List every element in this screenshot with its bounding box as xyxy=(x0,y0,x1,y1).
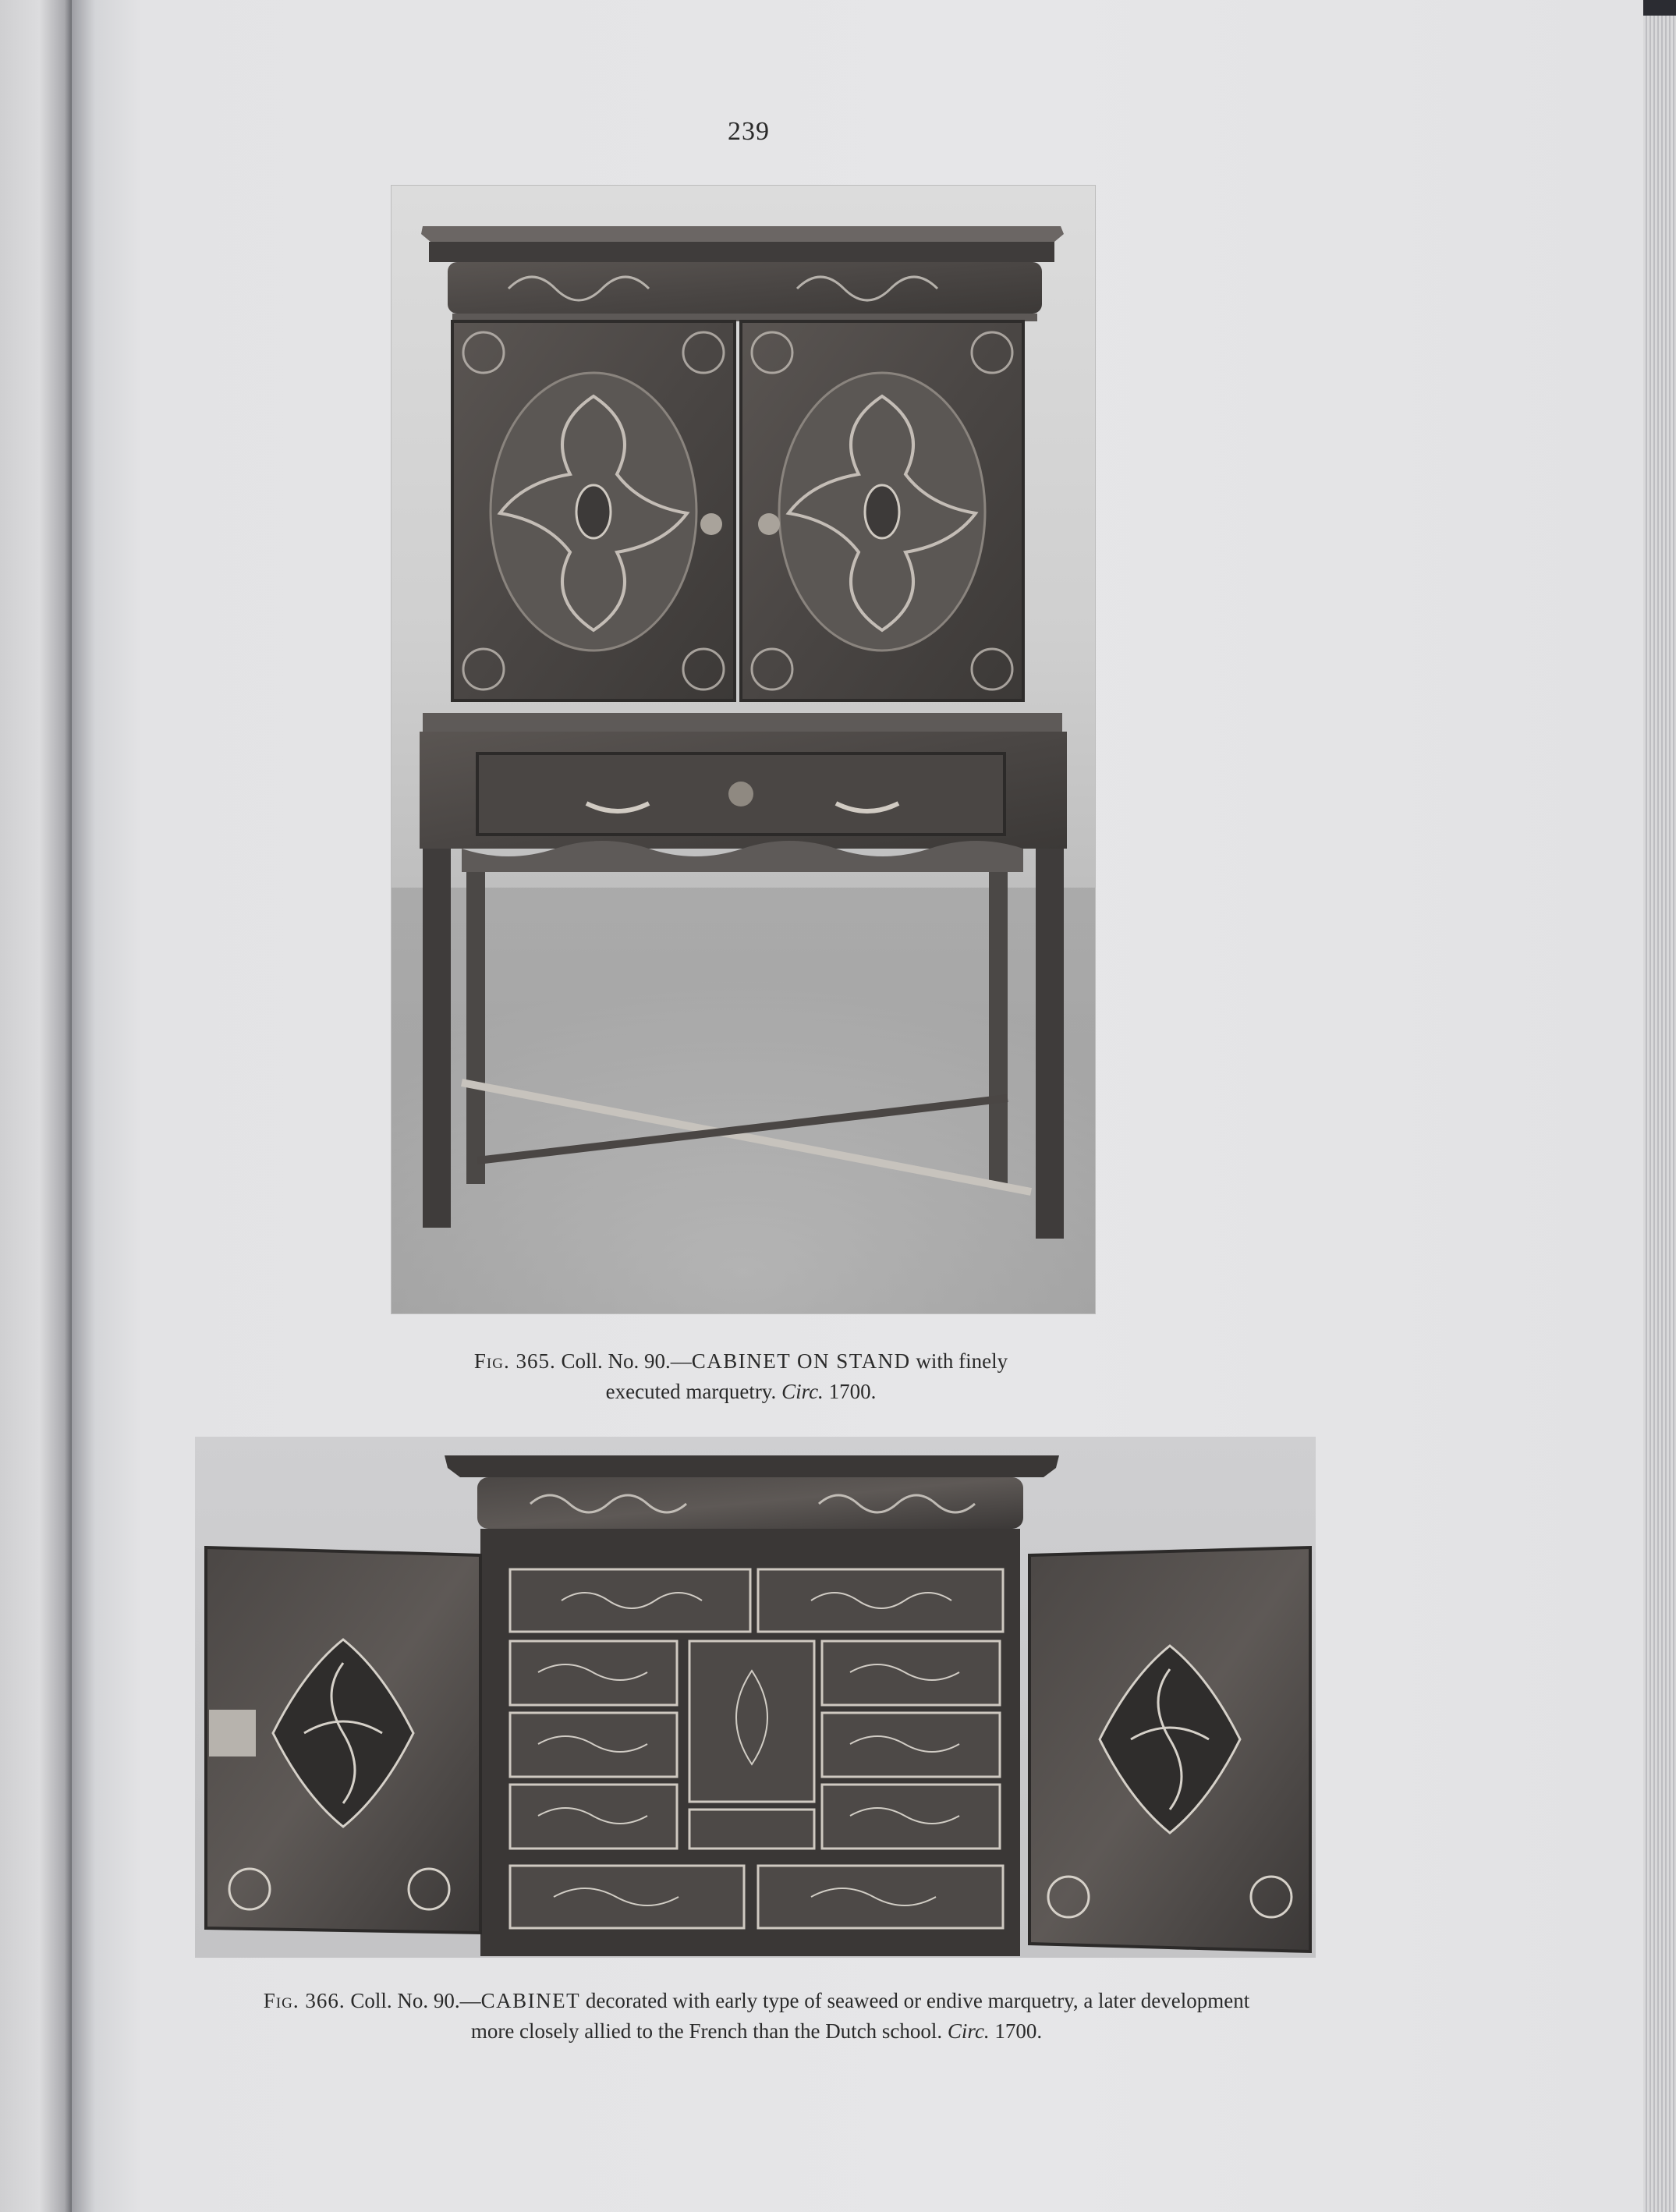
figure-366-desc-line2: more closely allied to the French than the Dutch school. xyxy=(470,2019,943,2043)
page-stack-edge xyxy=(1643,16,1676,2212)
figure-366-coll-no: Coll. No. 90.— xyxy=(350,1989,481,2012)
figure-366-year: 1700. xyxy=(994,2019,1043,2043)
figure-365-coll-no: Coll. No. 90.— xyxy=(561,1349,692,1373)
page-number: 239 xyxy=(728,117,770,146)
figure-365-circ: Circ. xyxy=(781,1380,824,1403)
figure-365-desc-line2: executed marquetry. xyxy=(605,1380,777,1403)
figure-366-photograph xyxy=(195,1437,1316,1958)
cabinet-on-stand-illustration xyxy=(392,186,1095,1313)
figure-365-label: Fig. 365. xyxy=(473,1349,556,1373)
open-cabinet-illustration xyxy=(195,1437,1316,1958)
figure-365-photograph xyxy=(392,186,1095,1313)
figure-366-label: Fig. 366. xyxy=(263,1989,345,2012)
facing-page-edge xyxy=(0,0,72,2212)
figure-365-title: CABINET ON STAND xyxy=(691,1349,911,1373)
figure-365-caption xyxy=(421,1346,1061,1407)
figure-366-desc-line1: decorated with early type of seaweed or endive marquetry, a later development xyxy=(580,1989,1250,2012)
figure-365-desc-line1: with finely xyxy=(910,1349,1008,1373)
figure-366-circ: Circ. xyxy=(947,2019,990,2043)
figure-366-caption xyxy=(199,1986,1314,2047)
figure-366-title: CABINET xyxy=(480,1989,581,2012)
figure-365-year: 1700. xyxy=(828,1380,877,1403)
